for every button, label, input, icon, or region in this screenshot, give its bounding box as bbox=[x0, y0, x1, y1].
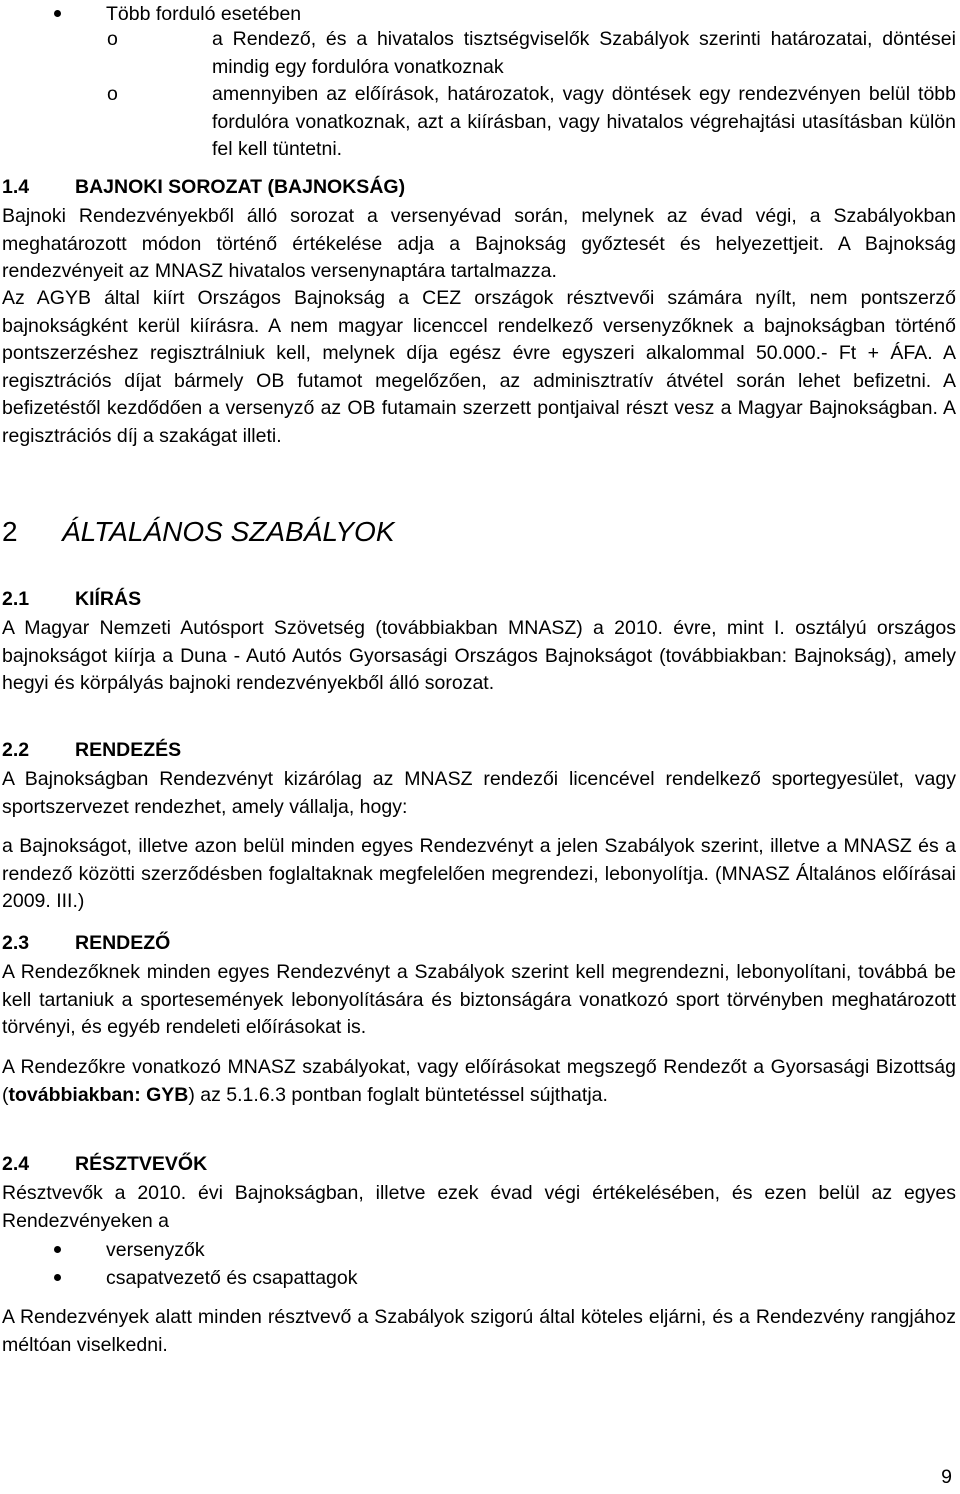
sub-marker: o bbox=[107, 28, 118, 50]
bullet-dot-icon bbox=[54, 1274, 61, 1281]
bullet-dot-icon bbox=[54, 10, 61, 17]
paragraph bbox=[2, 1054, 956, 1109]
bullet-text: versenyzők bbox=[106, 1239, 205, 1261]
section-heading bbox=[2, 932, 170, 955]
paragraph: Résztvevők a 2010. évi Bajnokságban, illetve ezek évad végi értékelésében, és ezen belül az egyes Rendezvényeken a bbox=[2, 1182, 956, 1232]
chapter-number: 2 bbox=[2, 516, 18, 547]
sub-item bbox=[107, 26, 956, 82]
section-number: 2.4 bbox=[2, 1153, 30, 1175]
paragraph: A Magyar Nemzeti Autósport Szövetség (továbbiakban MNASZ) a 2010. évre, mint I. osztályú országos bajnokságot kiírja a Duna - Autó Autós Gyorsasági Országos Bajnokságot (továbbiakban: Bajnokság), amely hegyi és körpályás bajnoki rendezvényekből álló sorozat. bbox=[2, 617, 956, 694]
section-title: RENDEZŐ bbox=[75, 932, 171, 954]
section-title: KIÍRÁS bbox=[75, 588, 142, 610]
section-number: 1.4 bbox=[2, 176, 30, 198]
bullet-text: csapatvezető és csapattagok bbox=[106, 1267, 358, 1289]
paragraph: A Rendezőknek minden egyes Rendezvényt a Szabályok szerint kell megrendezni, lebonyolítani, továbbá be kell tartaniuk a sportesemények lebonyolítására és biztonságára vonatkozó sport törvényben meghatározott törvényi, és egyéb rendeleti előírásokat is. bbox=[2, 961, 956, 1038]
paragraph: Az AGYB által kiírt Országos Bajnokság a CEZ országok résztvevői számára nyílt, nem pontszerző bajnokságként kerül kiírásra. A nem magyar licenccel rendelkező versenyzőknek a bajnokságban történő pontszerzéshez regisztrálniuk kell, melynek díja egész évre egyszeri alkalommal 50.000.- Ft + ÁFA. A regisztrációs díjat bármely OB futamot megelőzően, az adminisztratív átvétel során lehet befizetni. A befizetéstől kezdődően a versenyző az OB futamain szerzett pontjaival részt vesz a Magyar Bajnokságban. A regisztrációs díj a szakágat illeti. bbox=[2, 287, 956, 447]
paragraph-text: ) az 5.1.6.3 pontban foglalt büntetéssel sújthatja. bbox=[188, 1083, 608, 1106]
bold-term: továbbiakban: GYB bbox=[8, 1083, 189, 1106]
sub-item bbox=[107, 81, 956, 165]
section-heading bbox=[2, 1153, 207, 1176]
paragraph: Bajnoki Rendezvényekből álló sorozat a versenyévad során, melynek az évad végi, a Szabályokban meghatározott módon történő értékelése adja a Bajnokság győztesét és helyezettjeit. A Bajnokság rendezvényeit az MNASZ hivatalos versenynaptára tartalmazza. bbox=[2, 205, 956, 282]
section-heading bbox=[2, 588, 141, 611]
paragraph: A Rendezvények alatt minden résztvevő a Szabályok szigorú által köteles eljárni, és a Rendezvény rangjához méltóan viselkedni. bbox=[2, 1306, 956, 1356]
section-heading bbox=[2, 176, 405, 199]
paragraph-text: A Rendezőkre vonatkozó MNASZ szabályokat, vagy előírásokat megszegő Rendezőt a Gyorsasági Bizottság ( bbox=[2, 1056, 956, 1106]
section-title: RENDEZÉS bbox=[75, 739, 182, 761]
section-heading bbox=[2, 739, 181, 762]
bullet-text: Több forduló esetében bbox=[106, 3, 302, 25]
section-title: RÉSZTVEVŐK bbox=[75, 1153, 208, 1175]
sub-item-text: amennyiben az előírások, határozatok, vagy döntések egy rendezvényen belül több fordulóra vonatkoznak, azt a kiírásban, vagy hivatalos végrehajtási utasításban külön fel kell tüntetni. bbox=[212, 83, 956, 160]
sub-marker: o bbox=[107, 83, 118, 105]
section-number: 2.3 bbox=[2, 932, 30, 954]
bullet-dot-icon bbox=[54, 1246, 61, 1253]
paragraph: a Bajnokságot, illetve azon belül minden egyes Rendezvényt a jelen Szabályok szerint, illetve a MNASZ és a rendező közötti szerződésben foglaltaknak megfelelően megrendezi, lebonyolítja. (MNASZ Általános előírásai 2009. III.) bbox=[2, 835, 956, 912]
chapter-title: ÁLTALÁNOS SZABÁLYOK bbox=[62, 516, 395, 547]
section-number: 2.1 bbox=[2, 588, 30, 610]
paragraph: A Bajnokságban Rendezvényt kizárólag az MNASZ rendezői licencével rendelkező sportegyesület, vagy sportszervezet rendezhet, amely vállalja, hogy: bbox=[2, 768, 956, 818]
section-title: BAJNOKI SOROZAT (BAJNOKSÁG) bbox=[75, 176, 406, 198]
page-number: 9 bbox=[941, 1466, 952, 1488]
sub-item-text: a Rendező, és a hivatalos tisztségviselők Szabályok szerinti határozatai, döntései mindig egy fordulóra vonatkoznak bbox=[212, 28, 956, 78]
chapter-heading bbox=[2, 516, 395, 548]
section-number: 2.2 bbox=[2, 739, 30, 761]
